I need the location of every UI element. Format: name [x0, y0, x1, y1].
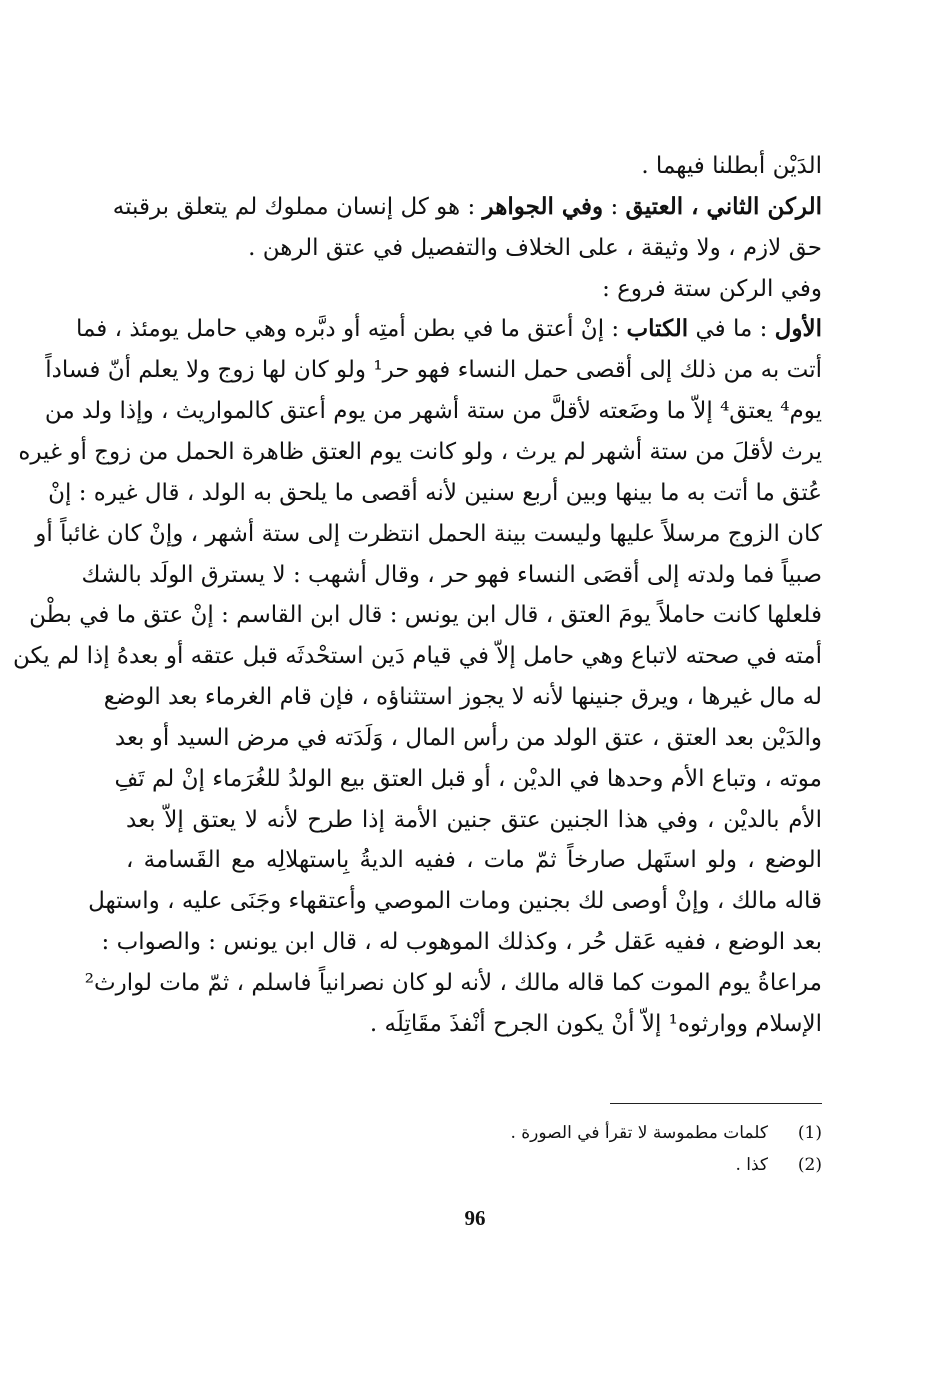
text-line: الأم بالديْن ، وفي هذا الجنين عتق جنين الأمة إذا طرح لأنه لا يعتق إلاّ بعد	[126, 806, 822, 833]
text-line: الوضع ، ولو استَهل صارخاً ثمّ مات ، ففيه الديةُ بِاستهلالِه مع القَسامة ،	[126, 847, 822, 874]
text-line: يوم⁴ يعتق⁴ إلاّ ما وضَعته لأقلَّ من ستة أشهر من يوم أعتق كالمواريث ، وإذا ولد من	[44, 398, 822, 425]
text-run: : إنْ أعتق ما في بطن أمتِه أو دبَّره وهي حامل يومئذ ، فما	[76, 316, 627, 343]
text-run: : ما في	[688, 316, 775, 343]
text-line: وفي الركن ستة فروع :	[602, 275, 822, 302]
text-line: صبياً فما ولدته إلى أقصَى النساء فهو حر ، وقال أشهب : لا يسترق الولَد بالشك	[81, 561, 822, 588]
text-line: موته ، وتباع الأم وحدها في الديْن ، أو قبل العتق بيع الولدُ للغُرَماء إنْ لم تَفِ	[114, 765, 822, 792]
footnote	[400, 1150, 822, 1180]
text-line: والدَيْن بعد العتق ، عتق الولد من رأس المال ، وَلَدَته في مرض السيد أو بعد	[114, 724, 822, 751]
text-line: قاله مالك ، وإنْ أوصى لك بجنين ومات الموصي وأعتقهاء وجَنَى عليه ، واستهل	[88, 888, 822, 915]
bold-heading: الركن الثاني ، العتيق	[625, 192, 822, 220]
text-line: مراعاةُ يوم الموت كما قاله مالك ، لأنه لو كان نصرانياً فاسلم ، ثمّ مات لوارث²	[84, 970, 822, 996]
bold-heading: الكتاب	[626, 315, 689, 343]
text-line: له مال غيرها ، ويرق جنينها لأنه لا يجوز استثناؤه ، فإن قام الغرماء بعد الوضع	[103, 684, 822, 711]
text-line: عُتق ما أتت به ما بينها وبين أربع سنين لأنه أقصى ما يلحق به الولد ، قال غيره : إنْ	[48, 479, 822, 506]
text-line: فلعلها كانت حاملاً يومَ العتق ، قال ابن يونس : قال ابن القاسم : إنْ عتق ما في بطْن	[29, 602, 822, 629]
page-number: 96	[464, 1206, 486, 1230]
footnote-text: كذا .	[735, 1155, 768, 1175]
footnote-number: (1)	[797, 1123, 822, 1143]
text-line: كان الزوج مرسلاً عليها وليست بينة الحمل انتظرت إلى ستة أشهر ، وإنْ كان غائباً أو	[35, 520, 822, 547]
text-line: حق لازم ، ولا وثيقة ، على الخلاف والتفصيل في عتق الرهن .	[248, 234, 822, 261]
footnote	[400, 1118, 822, 1148]
footnote-number: (2)	[797, 1155, 822, 1175]
text-line: الإسلام ووارثوه¹ إلاّ أنْ يكون الجرح أنْفذَ مقَاتِلَه .	[369, 1010, 822, 1037]
footnote-text: كلمات مطموسة لا تقرأ في الصورة .	[510, 1123, 768, 1143]
text-line: يرث لأقلَ من ستة أشهر لم يرث ، ولو كانت يوم العتق ظاهرة الحمل من زوج أو غيره	[18, 438, 822, 465]
bold-heading: وفي الجواهر	[482, 192, 604, 220]
text-line: أمته في صحته لاتباع وهي حامل إلاّ في قيام دَين استحْدثَه قبل عتقه أو بعدهُ إذا لم يكن	[13, 643, 822, 670]
text-line: بعد الوضع ، ففيه عَقل حُر ، وكذلك الموهوب له ، قال ابن يونس : والصواب :	[101, 929, 822, 956]
footnote-separator	[610, 1103, 822, 1104]
text-line	[76, 310, 822, 348]
text-line: أتت به من ذلك إلى أقصى حمل النساء فهو حر¹ ولو كان لها زوج ولا يعلم أنّ فساداً	[45, 357, 822, 384]
bold-heading: الأول	[774, 315, 822, 343]
text-run: : هو كل إنسان مملوك لم يتعلق برقبته	[112, 193, 483, 220]
text-line	[112, 188, 822, 226]
text-run: :	[603, 193, 626, 220]
text-line: الدَيْن أبطلنا فيهما .	[641, 153, 822, 179]
